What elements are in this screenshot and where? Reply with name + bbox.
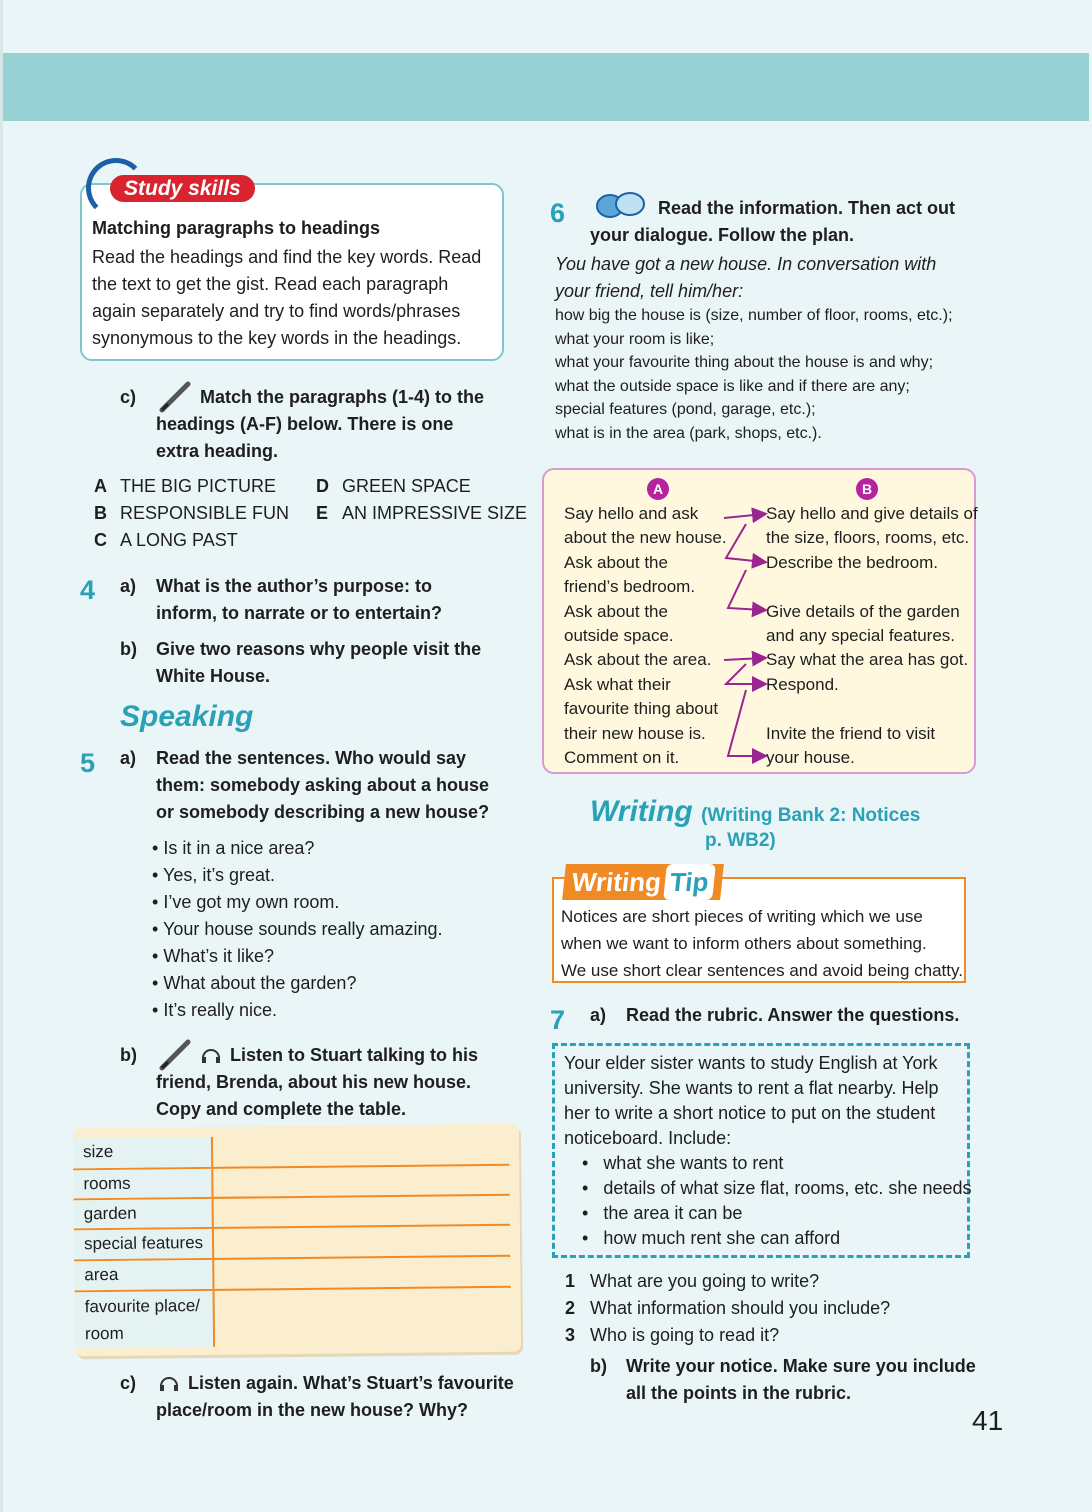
ex4b-text: Give two reasons why people visit the White House.: [156, 639, 482, 686]
ex5b-label: b): [120, 1045, 137, 1065]
ex5a-label: a): [120, 748, 137, 768]
ex4b-label: b): [120, 639, 137, 659]
study-skills-badge: Study skills: [110, 175, 255, 202]
plan-arrows: [720, 500, 770, 770]
writing-subtitle: p. WB2): [705, 830, 776, 851]
exercise-4-number: 4: [80, 575, 96, 605]
headings-list-left: A THE BIG PICTURE B RESPONSIBLE FUN C A LONG PAST: [94, 476, 290, 550]
headings-list-right: D GREEN SPACE E AN IMPRESSIVE SIZE: [316, 476, 528, 523]
speaking-title: Speaking: [120, 700, 254, 733]
ex3c-instructions: Match the paragraphs (1-4) to the headings (A-F) below. There is one extra heading.: [156, 387, 485, 461]
table-row: garden: [74, 1196, 510, 1231]
ex5-sentences: • Is it in a nice area? • Yes, it’s great. • I’ve got my own room. • Your house sounds really amazing. • What’s it like? • What about the garden? • It’s really nice.: [152, 838, 443, 1020]
ex5c-text: Listen again. What’s Stuart’s favourite place/room in the new house? Why?: [156, 1373, 514, 1420]
study-skills-body: Read the headings and find the key words. Read the text to get the gist. Read each paragraph again separately and try to find words/phrases synonymous to the key words in the headings.: [92, 247, 482, 348]
exercise-7-number: 7: [550, 1005, 566, 1035]
table-row: special features: [74, 1226, 510, 1262]
writing-title: Writing (Writing Bank 2: Notices: [590, 795, 921, 828]
ex7b-text: Write your notice. Make sure you include all the points in the rubric.: [626, 1356, 976, 1403]
ex5c-label: c): [120, 1373, 137, 1393]
ex5a-text: Read the sentences. Who would say them: somebody asking about a house or somebody describing a new house?: [156, 748, 490, 822]
ex6-title: Read the information. Then act out your dialogue. Follow the plan.: [590, 198, 956, 245]
ex5b-text: Listen to Stuart talking to his friend, Brenda, about his new house. Copy and complete the table.: [156, 1045, 479, 1119]
exercise-5-number: 5: [80, 748, 96, 778]
page-edge: [0, 0, 3, 1512]
exercise-6-number: 6: [550, 198, 566, 228]
header-band: [3, 53, 1089, 121]
writing-tip-badge: Writing Tip: [562, 864, 723, 900]
page-number: 41: [972, 1405, 1004, 1436]
writing-tip-text: Notices are short pieces of writing which we use when we want to inform others about something. We use short clear sentences and avoid being chatty.: [561, 907, 963, 980]
ex7b-label: b): [590, 1356, 607, 1376]
ex6-intro: You have got a new house. In conversation with your friend, tell him/her:: [555, 254, 937, 301]
plan-column-a: Say hello and ask about the new house. Ask about the friend’s bedroom. Ask about the outside space. Ask about the area. Ask what their favourite thing about their new house is. Comment on it.: [564, 504, 727, 768]
ex6-items: how big the house is (size, number of floor, rooms, etc.); what your room is like; what your favourite thing about the house is and why; what the outside space is like and if there are any; special features (pond, garage, etc.); what is in the area (park, shops, etc.).: [555, 307, 953, 442]
table-row: favourite place/ room: [75, 1288, 512, 1349]
plan-column-b: Say hello and give details of the size, floors, rooms, etc. Describe the bedroom. Give details of the garden and any special features. Say what the area has got. Respond. Invite the friend to visit your house.: [766, 504, 978, 768]
ex7a-text: Read the rubric. Answer the questions.: [626, 1005, 960, 1025]
ex7a-label: a): [590, 1005, 607, 1025]
student-a-badge: A: [647, 478, 669, 500]
rubric-text: Your elder sister wants to study English at York university. She wants to rent a flat nearby. Help her to write a short notice to put on the student noticeboard. Include: • what she wants to rent • details of what size flat, rooms, etc. she needs • the area it can be • how much rent she can afford: [564, 1053, 972, 1248]
listening-table: [73, 1124, 521, 1357]
ex3c-label: c): [120, 387, 137, 407]
student-b-badge: B: [856, 478, 878, 500]
ex7-questions: 1 What are you going to write? 2 What information should you include? 3 Who is going to read it?: [565, 1271, 891, 1345]
table-row: area: [74, 1257, 510, 1293]
ex4a-text: What is the author’s purpose: to inform, to narrate or to entertain?: [156, 576, 443, 623]
table-row: size: [73, 1134, 509, 1171]
table-row: rooms: [73, 1166, 509, 1201]
study-skills-heading: Matching paragraphs to headings: [92, 218, 381, 238]
ex4a-label: a): [120, 576, 137, 596]
